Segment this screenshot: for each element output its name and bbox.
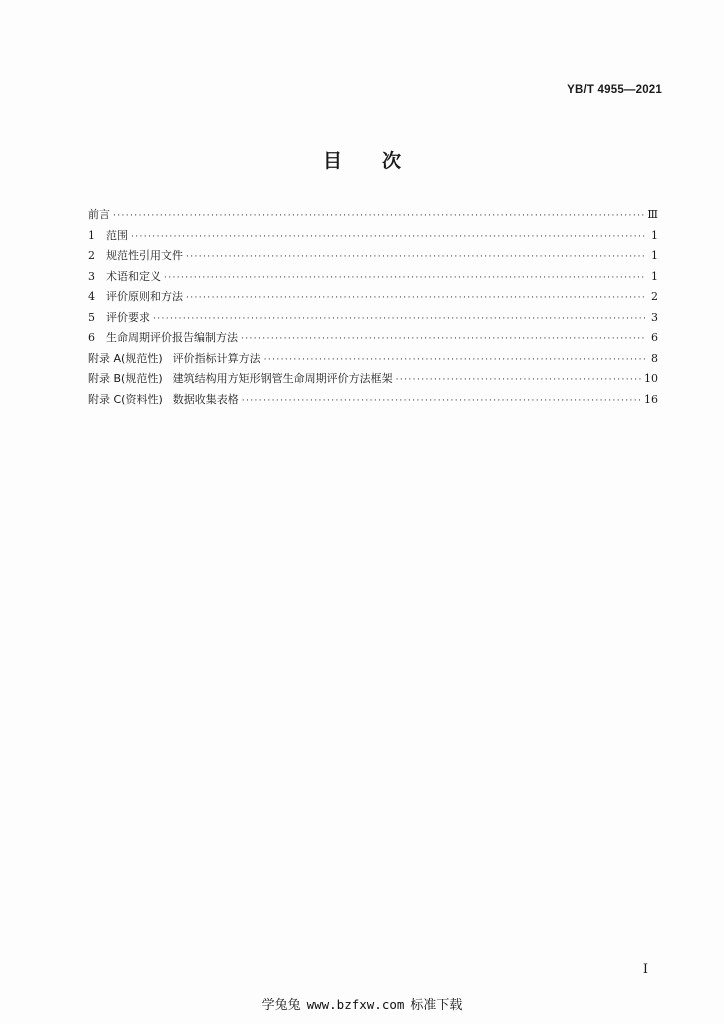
watermark-site-name: 学兔兔 [261, 998, 301, 1013]
toc-entry-label [88, 391, 239, 407]
watermark-url[interactable]: www.bzfxw.com [306, 997, 405, 1012]
toc-entry-page: Ⅲ [647, 208, 658, 221]
toc-entry-number: 2 [88, 249, 95, 262]
standard-code: YB/T 4955—2021 [567, 84, 662, 96]
toc-entry-page: 8 [651, 351, 658, 365]
toc-entry-label: 评价原则和方法 [106, 290, 183, 303]
toc-entry-foreword[interactable] [88, 206, 658, 227]
toc-annex-title: 建筑结构用方矩形钢管生命周期评价方法框架 [172, 372, 393, 385]
toc-annex-title: 数据收集表格 [172, 392, 239, 406]
toc-entry-annex-a[interactable] [88, 350, 658, 371]
toc-entry-page: 1 [651, 269, 658, 283]
toc-entry-report-method[interactable] [88, 329, 658, 350]
toc-entry-label: 规范性引用文件 [106, 249, 183, 262]
toc-leader-dots [264, 355, 645, 365]
toc-entry-label: 范围 [106, 228, 128, 242]
toc-entry-number: 5 [88, 310, 95, 324]
watermark-tagline: 标准下载 [410, 998, 463, 1013]
toc-annex-designation: 附录 C(资料性) [88, 392, 163, 406]
toc-leader-dots [131, 232, 645, 242]
toc-entry-page: 1 [651, 228, 658, 242]
toc-entry-page: 16 [644, 392, 658, 406]
toc-entry-annex-c[interactable] [88, 391, 658, 412]
toc-entry-principles-methods[interactable] [88, 288, 658, 309]
toc-entry-label: 评价要求 [106, 310, 150, 324]
toc-leader-dots [186, 252, 645, 262]
table-of-contents [88, 206, 658, 411]
toc-entry-page: 1 [651, 249, 658, 262]
toc-entry-label: 前言 [88, 208, 110, 221]
toc-entry-page: 10 [644, 372, 658, 385]
toc-entry-terms-definitions[interactable] [88, 268, 658, 289]
toc-leader-dots [396, 375, 641, 385]
toc-entry-page: 2 [651, 290, 658, 303]
page-title-char-2: 次 [382, 150, 402, 172]
toc-leader-dots [242, 396, 641, 406]
toc-entry-requirements[interactable] [88, 309, 658, 330]
page-number: I [642, 962, 648, 977]
toc-leader-dots [186, 293, 645, 303]
toc-annex-title: 评价指标计算方法 [172, 351, 261, 365]
toc-entry-label: 生命周期评价报告编制方法 [106, 331, 238, 344]
footer-watermark [0, 994, 724, 1013]
toc-entry-page: 6 [651, 331, 658, 344]
toc-entry-number: 6 [88, 331, 95, 344]
toc-leader-dots [113, 211, 644, 221]
toc-entry-label: 术语和定义 [106, 269, 161, 283]
page-title [0, 146, 724, 173]
toc-leader-dots [153, 314, 645, 324]
toc-entry-number: 3 [88, 269, 95, 283]
toc-annex-designation: 附录 A(规范性) [88, 351, 163, 365]
toc-entry-number: 4 [88, 290, 95, 303]
toc-entry-annex-b[interactable] [88, 370, 658, 391]
toc-entry-number: 1 [88, 228, 95, 242]
toc-leader-dots [164, 273, 645, 283]
toc-annex-designation: 附录 B(规范性) [88, 372, 163, 385]
toc-entry-normative-references[interactable] [88, 247, 658, 268]
toc-entry-scope[interactable] [88, 227, 658, 248]
toc-leader-dots [241, 334, 645, 344]
toc-entry-label [88, 370, 393, 386]
toc-entry-label [88, 350, 261, 366]
toc-entry-page: 3 [651, 310, 658, 324]
page-title-char-1: 目 [322, 150, 342, 172]
